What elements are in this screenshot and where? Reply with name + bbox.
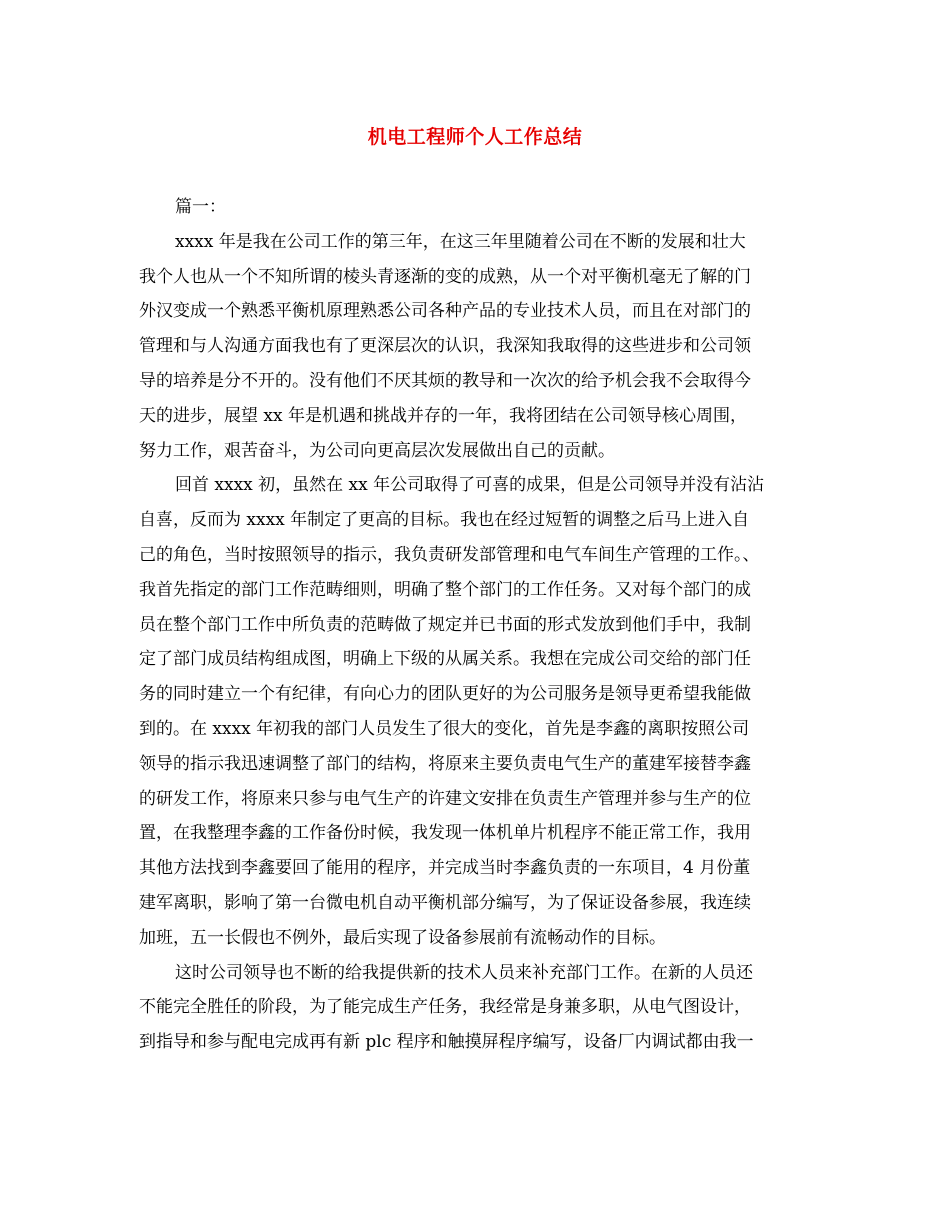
text-line: 员在整个部门工作中所负责的范畴做了规定并已书面的形式发放到他们手中，我制: [139, 614, 751, 635]
text-line: 这时公司领导也不断的给我提供新的技术人员来补充部门工作。在新的人员还: [175, 962, 753, 983]
text-line: 领导的指示我迅速调整了部门的结构，将原来主要负责电气生产的董建军接替李鑫: [139, 753, 751, 774]
text-line: 努力工作，艰苦奋斗，为公司向更高层次发展做出自己的贡献。: [139, 440, 615, 461]
section-label: 篇一：: [175, 197, 226, 217]
text-line: 外汉变成一个熟悉平衡机原理熟悉公司各种产品的专业技术人员，而且在对部门的: [139, 301, 751, 322]
text-line: 加班，五一长假也不例外，最后实现了设备参展前有流畅动作的目标。: [139, 927, 666, 948]
text-line: 建军离职，影响了第一台微电机自动平衡机部分编写，为了保证设备参展，我连续: [139, 892, 751, 913]
text-line: 定了部门成员结构组成图，明确上下级的从属关系。我想在完成公司交给的部门任: [139, 649, 751, 670]
text-line: 到的。在 xxxx 年初我的部门人员发生了很大的变化，首先是李鑫的离职按照公司: [139, 718, 750, 739]
text-line: 回首 xxxx 初，虽然在 xx 年公司取得了可喜的成果，但是公司领导并没有沾沾: [175, 475, 765, 496]
text-line: 己的角色，当时按照领导的指示，我负责研发部管理和电气车间生产管理的工作。、: [139, 544, 760, 565]
text-line: xxxx 年是我在公司工作的第三年，在这三年里随着公司在不断的发展和壮大: [175, 231, 746, 252]
page-title: 机电工程师个人工作总结: [367, 126, 583, 148]
paragraph-2: [139, 468, 819, 955]
text-line: 务的同时建立一个有纪律，有向心力的团队更好的为公司服务是领导更希望我能做: [139, 684, 751, 705]
document-body: [139, 190, 819, 1060]
paragraph-1: [139, 225, 819, 469]
text-line: 自喜，反而为 xxxx 年制定了更高的目标。我也在经过短暂的调整之后马上进入自: [139, 510, 750, 531]
paragraph-3: [139, 956, 819, 1060]
text-line: 的研发工作，将原来只参与电气生产的许建文安排在负责生产管理并参与生产的位: [139, 788, 751, 809]
text-line: 其他方法找到李鑫要回了能用的程序，并完成当时李鑫负责的一东项目，4 月份董: [139, 858, 751, 879]
text-line: 导的培养是分不开的。没有他们不厌其烦的教导和一次次的给予机会我不会取得今: [139, 370, 751, 391]
text-line: 到指导和参与配电完成再有新 plc 程序和触摸屏程序编写，设备厂内调试都由我一: [139, 1032, 754, 1053]
text-line: 天的进步，展望 xx 年是机遇和挑战并存的一年，我将团结在公司领导核心周围，: [139, 405, 747, 426]
text-line: 不能完全胜任的阶段，为了能完成生产任务，我经常是身兼多职，从电气图设计，: [139, 997, 751, 1018]
text-line: 我首先指定的部门工作范畴细则，明确了整个部门的工作任务。又对每个部门的成: [139, 579, 751, 600]
text-line: 我个人也从一个不知所谓的棱头青逐渐的变的成熟，从一个对平衡机毫无了解的门: [139, 266, 751, 287]
text-line: 管理和与人沟通方面我也有了更深层次的认识，我深知我取得的这些进步和公司领: [139, 336, 751, 357]
text-line: 置，在我整理李鑫的工作备份时候，我发现一体机单片机程序不能正常工作，我用: [139, 823, 751, 844]
